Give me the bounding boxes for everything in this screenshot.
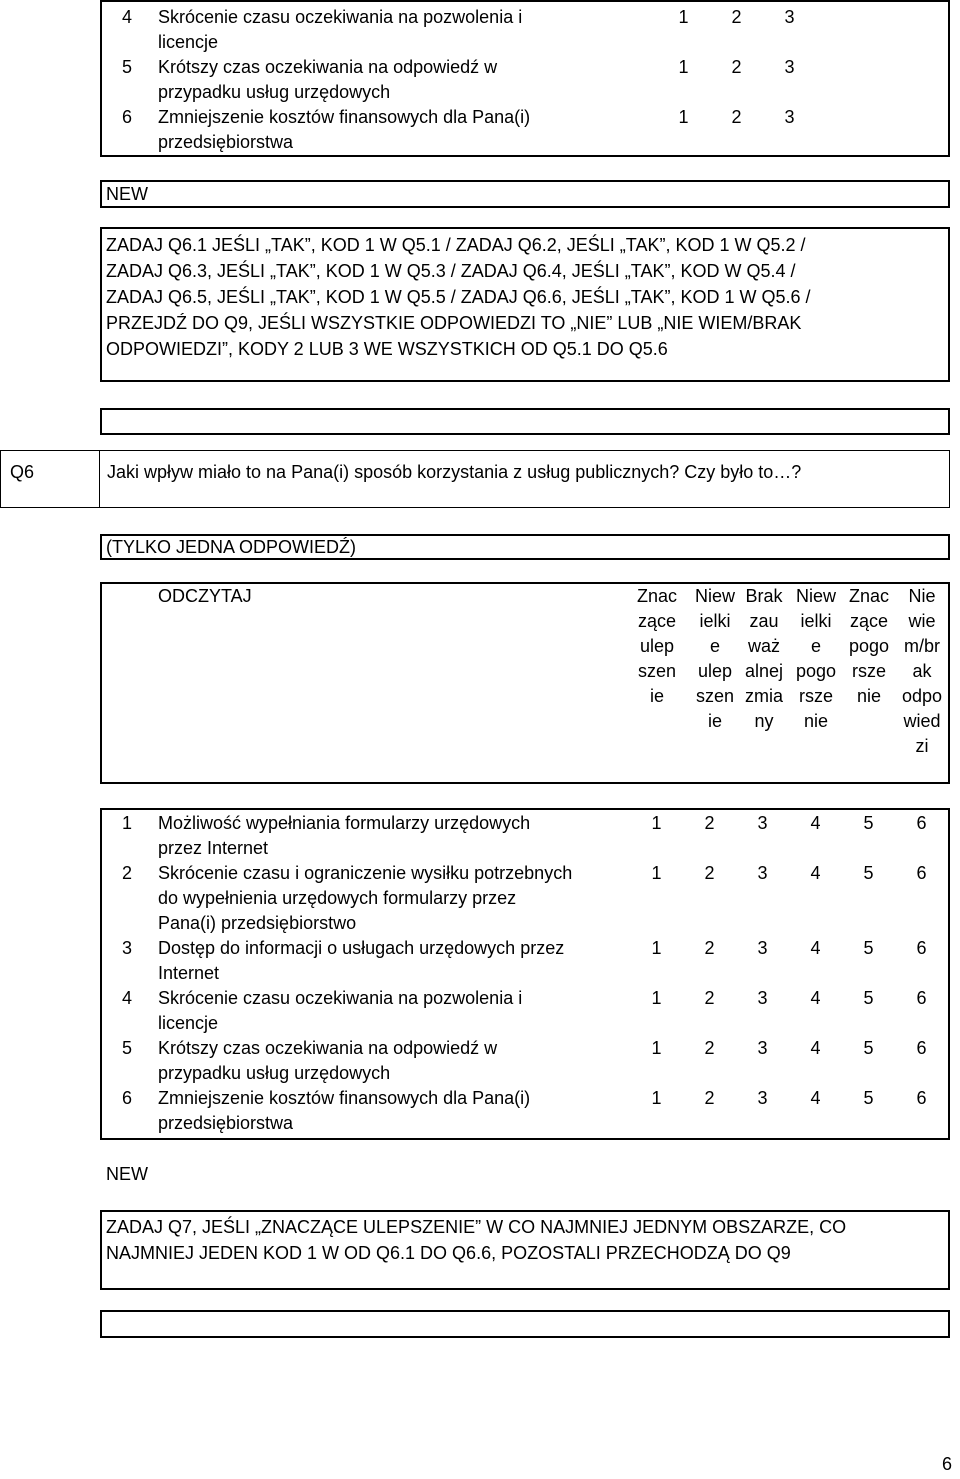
instruction-line: ZADAJ Q6.3, JEŚLI „TAK”, KOD 1 W Q5.3 / ZADAJ Q6.4, JEŚLI „TAK”, KOD W Q5.4 / — [106, 261, 796, 281]
answer-code[interactable]: 6 — [916, 813, 927, 833]
answer-code[interactable]: 5 — [863, 813, 874, 833]
new-label-2: NEW — [106, 1164, 148, 1184]
answer-code[interactable]: 4 — [810, 938, 821, 958]
routing-instruction-1 — [100, 227, 950, 382]
answer-code[interactable]: 5 — [863, 938, 874, 958]
answer-code[interactable]: 4 — [810, 1038, 821, 1058]
single-answer-label: (TYLKO JEDNA ODPOWIEDŹ) — [106, 537, 357, 557]
column-header-fragment: zmia — [744, 686, 783, 706]
column-header-fragment: ulep — [639, 636, 675, 656]
item-label-line: Zmniejszenie kosztów finansowych dla Pana(i) — [158, 107, 531, 127]
answer-codes — [630, 861, 948, 886]
item-label-line: Możliwość wypełniania formularzy urzędowych — [158, 813, 531, 833]
answer-code[interactable]: 3 — [757, 1038, 768, 1058]
item-label-line: przedsiębiorstwa — [158, 132, 294, 152]
answer-code[interactable]: 2 — [731, 57, 742, 77]
routing-instruction-2 — [100, 1210, 950, 1290]
answer-codes — [630, 1036, 948, 1061]
column-header-fragment: wied — [903, 711, 941, 731]
answer-code[interactable]: 2 — [704, 1038, 715, 1058]
answer-codes — [657, 5, 816, 30]
column-header-fragment: zau — [749, 611, 779, 631]
answer-code[interactable]: 2 — [704, 863, 715, 883]
answer-code[interactable]: 5 — [863, 1038, 874, 1058]
item-label — [158, 55, 628, 105]
column-header-fragment: rsze — [798, 686, 833, 706]
instruction-line: ZADAJ Q7, JEŚLI „ZNACZĄCE ULEPSZENIE” W CO NAJMNIEJ JEDNYM OBSZARZE, CO — [106, 1217, 847, 1237]
answer-code[interactable]: 6 — [916, 863, 927, 883]
column-header-fragment: ielki — [800, 611, 832, 631]
item-label — [158, 811, 628, 861]
column-header-fragment: rsze — [851, 661, 886, 681]
item-number: 5 — [122, 57, 133, 77]
answer-code[interactable]: 3 — [757, 988, 768, 1008]
column-header-fragment: Nie — [908, 586, 936, 606]
item-label-line: przedsiębiorstwa — [158, 1113, 294, 1133]
item-label — [158, 5, 628, 55]
item-number: 2 — [122, 863, 133, 883]
answer-code[interactable]: 6 — [916, 1038, 927, 1058]
column-header-fragment: ulep — [697, 661, 733, 681]
item-number: 4 — [122, 7, 133, 27]
answer-scale-column-header — [631, 584, 683, 709]
new-label-box-1 — [100, 180, 950, 208]
question-divider — [99, 451, 100, 507]
column-header-fragment: waż — [747, 636, 780, 656]
item-label-line: Krótszy czas oczekiwania na odpowiedź w — [158, 57, 498, 77]
instruction-line: ZADAJ Q6.1 JEŚLI „TAK”, KOD 1 W Q5.1 / ZADAJ Q6.2, JEŚLI „TAK”, KOD 1 W Q5.2 / — [106, 235, 806, 255]
answer-code[interactable]: 1 — [678, 7, 689, 27]
column-header-fragment: zące — [637, 611, 677, 631]
item-label-line: przypadku usług urzędowych — [158, 82, 391, 102]
column-header-fragment: pogo — [848, 636, 890, 656]
answer-code[interactable]: 5 — [863, 988, 874, 1008]
answer-code[interactable]: 4 — [810, 813, 821, 833]
answer-codes — [630, 986, 948, 1011]
answer-codes — [630, 1086, 948, 1111]
column-header-fragment: e — [709, 636, 720, 656]
answer-code[interactable]: 3 — [757, 938, 768, 958]
answer-code[interactable]: 1 — [651, 813, 662, 833]
instruction-line: ZADAJ Q6.5, JEŚLI „TAK”, KOD 1 W Q5.5 / ZADAJ Q6.6, JEŚLI „TAK”, KOD 1 W Q5.6 / — [106, 287, 811, 307]
answer-code[interactable]: 4 — [810, 988, 821, 1008]
answer-scale-column-header — [738, 584, 790, 734]
column-header-fragment: pogo — [795, 661, 837, 681]
answer-scale-column-header — [790, 584, 842, 734]
item-label-line: Skrócenie czasu oczekiwania na pozwolenia i — [158, 7, 523, 27]
column-header-fragment: Niew — [795, 586, 836, 606]
answer-code[interactable]: 1 — [678, 107, 689, 127]
item-label — [158, 936, 628, 986]
item-label-line: licencje — [158, 32, 219, 52]
column-header-fragment: ie — [707, 711, 722, 731]
item-label — [158, 861, 628, 936]
item-number: 3 — [122, 938, 133, 958]
column-header-fragment: ny — [754, 711, 774, 731]
instruction-line: NAJMNIEJ JEDEN KOD 1 W OD Q6.1 DO Q6.6, POZOSTALI PRZECHODZĄ DO Q9 — [106, 1243, 791, 1263]
routing-instruction-2-text — [102, 1214, 948, 1266]
item-label — [158, 1086, 628, 1136]
answer-code[interactable]: 6 — [916, 1088, 927, 1108]
column-header-fragment: nie — [803, 711, 829, 731]
answer-codes — [657, 105, 816, 130]
answer-code[interactable]: 4 — [810, 863, 821, 883]
answer-code[interactable]: 5 — [863, 1088, 874, 1108]
column-header-fragment: Niew — [694, 586, 735, 606]
column-header-fragment: szen — [637, 661, 677, 681]
column-header-fragment: nie — [856, 686, 882, 706]
answer-codes — [657, 55, 816, 80]
answer-code[interactable]: 1 — [651, 863, 662, 883]
answer-scale-column-header — [896, 584, 948, 759]
instruction-line: PRZEJDŹ DO Q9, JEŚLI WSZYSTKIE ODPOWIEDZI TO „NIE” LUB „NIE WIEM/BRAK — [106, 313, 802, 333]
item-label-line: Krótszy czas oczekiwania na odpowiedź w — [158, 1038, 498, 1058]
page-number: 6 — [941, 1454, 952, 1474]
column-header-fragment: Znac — [636, 586, 678, 606]
answer-code[interactable]: 3 — [757, 813, 768, 833]
column-header-fragment: ie — [649, 686, 664, 706]
empty-notes-box-1 — [100, 408, 950, 435]
item-label — [158, 105, 628, 155]
item-number: 6 — [122, 1088, 133, 1108]
instruction-line: ODPOWIEDZI”, KODY 2 LUB 3 WE WSZYSTKICH OD Q5.1 DO Q5.6 — [106, 339, 668, 359]
column-header-fragment: zące — [849, 611, 889, 631]
column-header-fragment: szen — [695, 686, 735, 706]
column-header-fragment: wie — [908, 611, 936, 631]
item-label — [158, 986, 628, 1036]
item-number: 5 — [122, 1038, 133, 1058]
item-label-line: przypadku usług urzędowych — [158, 1063, 391, 1083]
answer-code[interactable]: 1 — [651, 1038, 662, 1058]
answer-code[interactable]: 4 — [810, 1088, 821, 1108]
answer-code[interactable]: 3 — [757, 863, 768, 883]
item-label-line: Pana(i) przedsiębiorstwo — [158, 913, 357, 933]
answer-scale-column-header — [843, 584, 895, 709]
column-header-fragment: Znac — [848, 586, 890, 606]
column-header-fragment: Brak — [745, 586, 783, 606]
item-number: 6 — [122, 107, 133, 127]
item-label — [158, 1036, 628, 1086]
item-number: 1 — [122, 813, 133, 833]
question-text: Jaki wpływ miało to na Pana(i) sposób korzystania z usług publicznych? Czy było to…? — [107, 462, 802, 482]
empty-notes-box-2 — [100, 1310, 950, 1338]
column-header-fragment: odpo — [901, 686, 943, 706]
item-label-line: Zmniejszenie kosztów finansowych dla Pana(i) — [158, 1088, 531, 1108]
answer-code[interactable]: 3 — [784, 57, 795, 77]
column-header-fragment: ak — [912, 661, 932, 681]
routing-instruction-1-text — [102, 232, 948, 362]
answer-code[interactable]: 2 — [731, 107, 742, 127]
answer-code[interactable]: 1 — [651, 1088, 662, 1108]
column-header-fragment: alnej — [744, 661, 784, 681]
answer-code[interactable]: 2 — [731, 7, 742, 27]
answer-codes — [630, 811, 948, 836]
column-header-fragment: zi — [915, 736, 929, 756]
answer-code[interactable]: 2 — [704, 988, 715, 1008]
answer-code[interactable]: 6 — [916, 938, 927, 958]
column-header-fragment: m/br — [904, 636, 940, 656]
answer-code[interactable]: 6 — [916, 988, 927, 1008]
answer-code[interactable]: 3 — [784, 107, 795, 127]
item-label-line: do wypełnienia urzędowych formularzy przez — [158, 888, 517, 908]
answer-code[interactable]: 1 — [651, 988, 662, 1008]
answer-code[interactable]: 5 — [863, 863, 874, 883]
item-label-line: przez Internet — [158, 838, 269, 858]
question-id: Q6 — [10, 462, 35, 482]
read-out-label: ODCZYTAJ — [158, 586, 252, 606]
answer-code[interactable]: 1 — [651, 938, 662, 958]
item-label-line: Dostęp do informacji o usługach urzędowych przez — [158, 938, 565, 958]
single-answer-box — [100, 534, 950, 560]
item-number: 4 — [122, 988, 133, 1008]
answer-code[interactable]: 2 — [704, 813, 715, 833]
item-label-line: Skrócenie czasu i ograniczenie wysiłku potrzebnych — [158, 863, 573, 883]
answer-code[interactable]: 3 — [784, 7, 795, 27]
item-label-line: Internet — [158, 963, 220, 983]
question-row — [0, 450, 950, 508]
column-header-fragment: ielki — [699, 611, 731, 631]
item-label-line: Skrócenie czasu oczekiwania na pozwolenia i — [158, 988, 523, 1008]
answer-code[interactable]: 2 — [704, 1088, 715, 1108]
answer-code[interactable]: 3 — [757, 1088, 768, 1108]
answer-scale-column-header — [689, 584, 741, 734]
item-label-line: licencje — [158, 1013, 219, 1033]
answer-code[interactable]: 1 — [678, 57, 689, 77]
answer-code[interactable]: 2 — [704, 938, 715, 958]
answer-codes — [630, 936, 948, 961]
new-label-1: NEW — [106, 184, 148, 204]
column-header-fragment: e — [810, 636, 821, 656]
